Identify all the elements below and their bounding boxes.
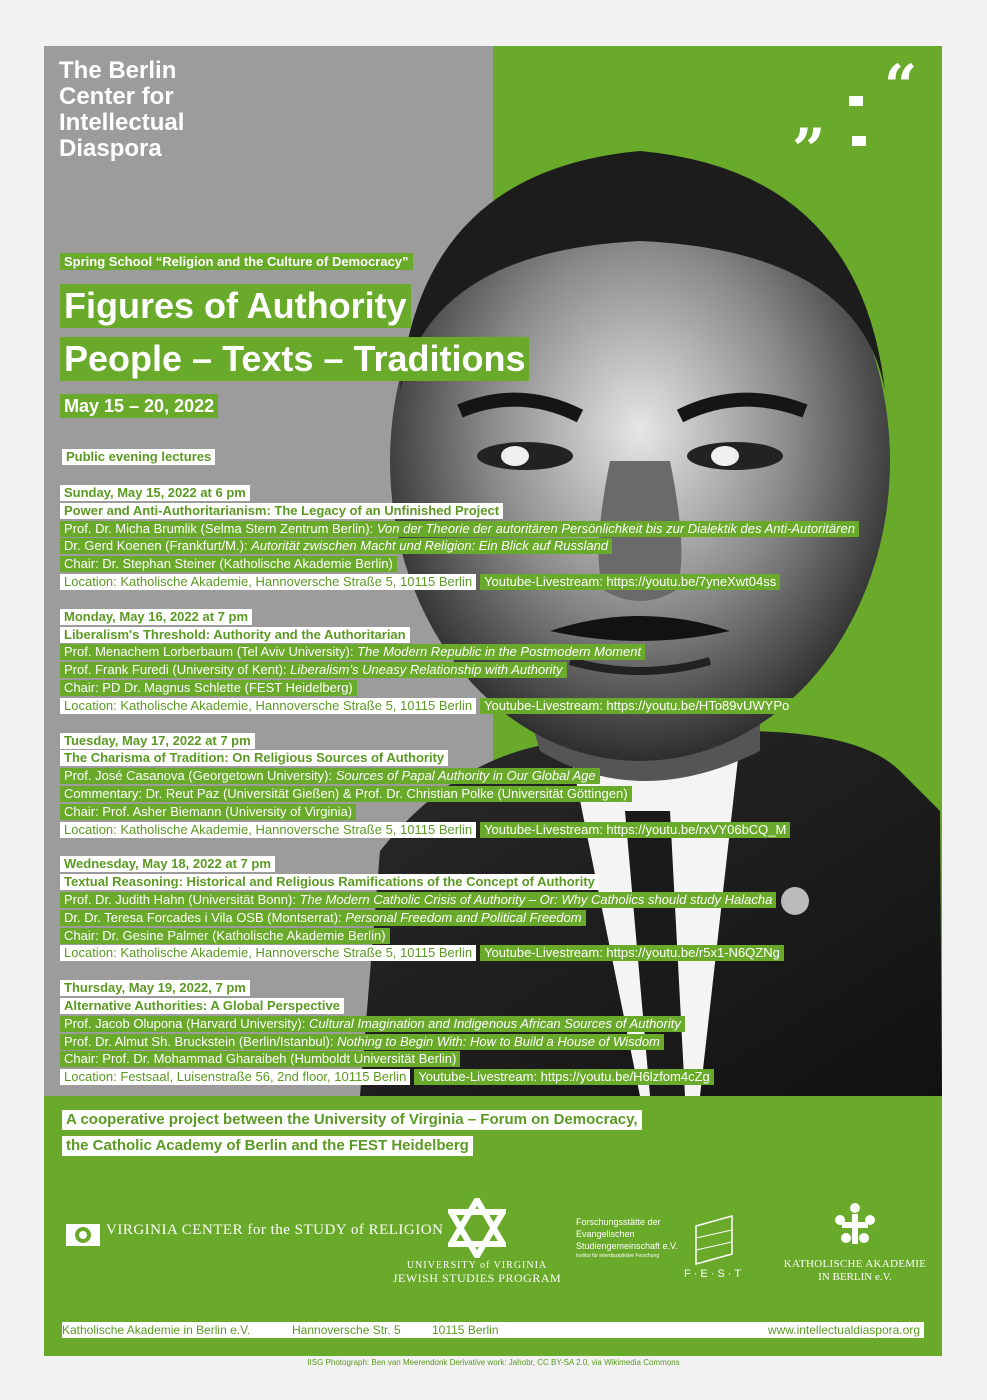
livestream-link[interactable]: Youtube-Livestream: https://youtu.be/7yneXwt04ss — [480, 574, 780, 590]
footer-city: 10115 Berlin — [432, 1323, 499, 1337]
virginia-center-logo-text: VIRGINIA CENTER for the STUDY of RELIGION — [106, 1222, 444, 1238]
title-line-2: People – Texts – Traditions — [60, 337, 529, 381]
photo-credit: IISG Photograph: Ben van Meerendonk Derivative work: Jahobr, CC BY-SA 2.0, via Wikimedia Commons — [307, 1358, 680, 1367]
uva-jewish-studies-logo: UNIVERSITY of VIRGINIA JEWISH STUDIES PROGRAM — [382, 1196, 572, 1286]
lecture-location: Location: Katholische Akademie, Hannoversche Straße 5, 10115 Berlin — [60, 945, 476, 961]
lecture-chair: Chair: Dr. Gesine Palmer (Katholische Akademie Berlin) — [60, 928, 390, 944]
livestream-link[interactable]: Youtube-Livestream: https://youtu.be/r5x1-N6QZNg — [480, 945, 784, 961]
fest-emblem-icon — [694, 1214, 734, 1266]
lecture-theme: Power and Anti-Authoritarianism: The Legacy of an Unfinished Project — [60, 503, 503, 519]
cooperation-note: A cooperative project between the University of Virginia – Forum on Democracy, the Catholic Academy of Berlin and the FEST Heidelberg — [62, 1110, 642, 1162]
event-dates: May 15 – 20, 2022 — [60, 394, 218, 418]
quote-close-icon: ” — [792, 116, 826, 184]
footer-website-link[interactable]: www.intellectualdiaspora.org — [767, 1323, 920, 1337]
lecture-list — [60, 484, 940, 1103]
lecture-date: Wednesday, May 18, 2022 at 7 pm — [60, 856, 275, 872]
ka-emblem-icon — [832, 1200, 878, 1248]
lecture-date: Thursday, May 19, 2022, 7 pm — [60, 980, 250, 996]
lecture-location: Location: Katholische Akademie, Hannoversche Straße 5, 10115 Berlin — [60, 574, 476, 590]
lecture-location: Location: Katholische Akademie, Hannoversche Straße 5, 10115 Berlin — [60, 698, 476, 714]
logo-bar-icon — [849, 96, 863, 106]
talk: Prof. Menachem Lorberbaum (Tel Aviv University): The Modern Republic in the Postmodern Moment — [60, 644, 645, 660]
footer-street: Hannoversche Str. 5 — [292, 1323, 401, 1337]
livestream-link[interactable]: Youtube-Livestream: https://youtu.be/rxVY06bCQ_M — [480, 822, 790, 838]
partner-logos — [44, 1196, 942, 1296]
talk: Prof. José Casanova (Georgetown University): Sources of Papal Authority in Our Global Age — [60, 768, 600, 784]
talk: Prof. Dr. Micha Brumlik (Selma Stern Zentrum Berlin): Von der Theorie der autoritären Persönlichkeit bis zur Dialektik des Anti-Autoritären — [60, 521, 859, 537]
org-name: The Berlin Center for Intellectual Diaspora — [59, 57, 185, 162]
star-of-david-icon — [448, 1198, 506, 1258]
lecture-date: Monday, May 16, 2022 at 7 pm — [60, 609, 252, 625]
title-line-1: Figures of Authority — [60, 284, 411, 328]
virginia-center-emblem-icon — [66, 1224, 100, 1246]
lecture-location: Location: Festsaal, Luisenstraße 56, 2nd floor, 10115 Berlin — [60, 1069, 410, 1085]
quote-open-icon: “ — [884, 52, 918, 120]
lecture-date: Sunday, May 15, 2022 at 6 pm — [60, 485, 250, 501]
fest-logo: Forschungsstätte der Evangelischen Studiengemeinschaft e.V. Institut für interdisziplinäre Forschung F·E·S·T — [576, 1216, 756, 1260]
lecture-day — [60, 484, 940, 591]
talk: Dr. Dr. Teresa Forcades i Vila OSB (Montserrat): Personal Freedom and Political Freedom — [60, 910, 586, 926]
talk: Prof. Jacob Olupona (Harvard University): Cultural Imagination and Indigenous African Sources of Authority — [60, 1016, 685, 1032]
lecture-date: Tuesday, May 17, 2022 at 7 pm — [60, 733, 255, 749]
livestream-link[interactable]: Youtube-Livestream: https://youtu.be/H6lzfom4cZg — [414, 1069, 713, 1085]
talk: Dr. Gerd Koenen (Frankfurt/M.): Autorität zwischen Macht und Religion: Ein Blick auf Russland — [60, 538, 612, 554]
public-lectures-label: Public evening lectures — [62, 449, 215, 465]
lecture-day — [60, 979, 940, 1086]
lecture-theme: Textual Reasoning: Historical and Religious Ramifications of the Concept of Authority — [60, 874, 599, 890]
lecture-chair: Chair: Dr. Stephan Steiner (Katholische Akademie Berlin) — [60, 556, 397, 572]
poster — [44, 46, 942, 1356]
logo-bar-icon — [852, 136, 866, 146]
footer-org: Katholische Akademie in Berlin e.V. — [62, 1323, 251, 1337]
lecture-day — [60, 732, 940, 839]
footer-address-bar — [62, 1322, 924, 1338]
talk: Prof. Dr. Judith Hahn (Universität Bonn): The Modern Catholic Crisis of Authority – Or: Why Catholics should study Halacha — [60, 892, 776, 908]
lecture-chair: Chair: PD Dr. Magnus Schlette (FEST Heidelberg) — [60, 680, 357, 696]
talk: Prof. Frank Furedi (University of Kent): Liberalism’s Uneasy Relationship with Authority — [60, 662, 567, 678]
series-title: Spring School “Religion and the Culture of Democracy” — [60, 253, 413, 270]
lecture-chair: Chair: Prof. Asher Biemann (University of Virginia) — [60, 804, 356, 820]
talk: Commentary: Dr. Reut Paz (Universität Gießen) & Prof. Dr. Christian Polke (Universität Göttingen) — [60, 786, 632, 802]
katholische-akademie-logo: KATHOLISCHE AKADEMIE IN BERLIN e.V. — [780, 1196, 930, 1284]
talk: Prof. Dr. Almut Sh. Bruckstein (Berlin/Istanbul): Nothing to Begin With: How to Build a House of Wisdom — [60, 1034, 664, 1050]
lecture-day — [60, 608, 940, 715]
lecture-theme: Liberalism's Threshold: Authority and the Authoritarian — [60, 627, 410, 643]
lecture-chair: Chair: Prof. Dr. Mohammad Gharaibeh (Humboldt Universität Berlin) — [60, 1051, 460, 1067]
lecture-day — [60, 855, 940, 962]
lecture-location: Location: Katholische Akademie, Hannoversche Straße 5, 10115 Berlin — [60, 822, 476, 838]
livestream-link[interactable]: Youtube-Livestream: https://youtu.be/HTo89vUWYPo — [480, 698, 793, 714]
lecture-theme: The Charisma of Tradition: On Religious Sources of Authority — [60, 750, 448, 766]
lecture-theme: Alternative Authorities: A Global Perspective — [60, 998, 344, 1014]
